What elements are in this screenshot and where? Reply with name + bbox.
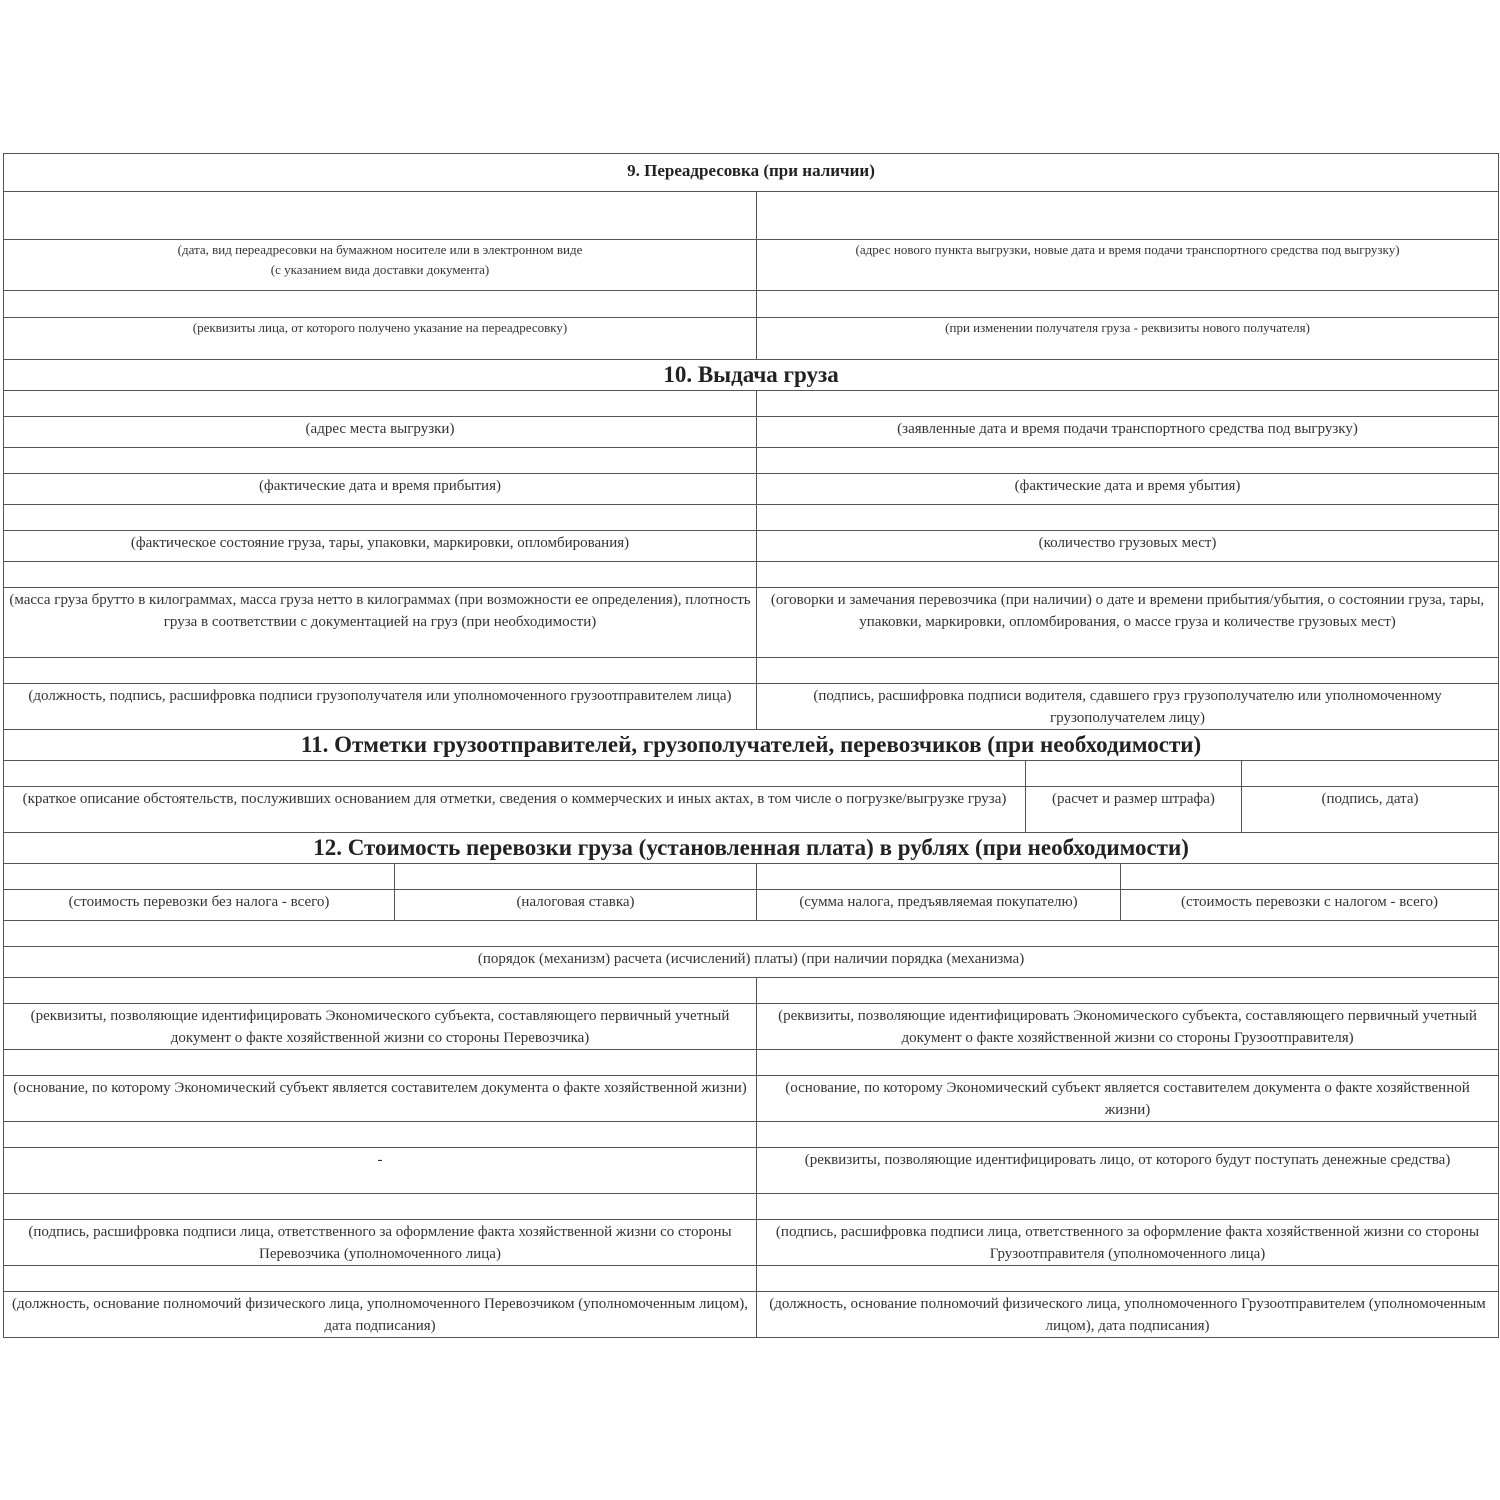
departure-time-field[interactable] [757, 448, 1499, 474]
shipper-signature-field[interactable] [757, 1194, 1499, 1220]
caption-carrier-remarks: (оговорки и замечания перевозчика (при наличии) о дате и времени прибытия/убытия, о состоянии груза, тары, упаковки, маркировки, опломбирования, о массе груза и количестве грузовых мест) [757, 588, 1499, 658]
arrival-time-field[interactable] [4, 448, 757, 474]
redirect-new-recipient-field[interactable] [757, 291, 1499, 318]
caption-cargo-mass: (масса груза брутто в килограммах, масса груза нетто в килограммах (при возможности ее определения), плотность груза в соответствии с документацией на груз (при необходимости) [4, 588, 757, 658]
redirect-requisites-field[interactable] [4, 291, 757, 318]
caption-cargo-places: (количество грузовых мест) [757, 531, 1499, 562]
caption-tax-rate: (налоговая ставка) [395, 890, 757, 921]
caption-declared-time: (заявленные дата и время подачи транспортного средства под выгрузку) [757, 417, 1499, 448]
shipper-position-field[interactable] [757, 1266, 1499, 1292]
caption-shipper-position: (должность, основание полномочий физического лица, уполномоченного Грузоотправителем (уполномоченным лицом), дата подписания) [757, 1292, 1499, 1338]
section-9-title: 9. Переадресовка (при наличии) [4, 154, 1499, 192]
caption-fine: (расчет и размер штрафа) [1026, 787, 1242, 833]
caption-redirect-new-address: (адрес нового пункта выгрузки, новые дата и время подачи транспортного средства под выгрузку) [757, 240, 1499, 291]
driver-signature-field[interactable] [757, 658, 1499, 684]
cargo-places-field[interactable] [757, 505, 1499, 531]
calc-order-field[interactable] [4, 921, 1499, 947]
caption-driver-signature: (подпись, расшифровка подписи водителя, сдавшего груз грузополучателю или уполномоченному грузополучателем лицу) [757, 684, 1499, 730]
caption-marks-sign-date: (подпись, дата) [1242, 787, 1499, 833]
caption-redirect-date: (дата, вид переадресовки на бумажном носителе или в электронном виде (с указанием вида доставки документа) [4, 240, 757, 291]
caption-departure-time: (фактические дата и время убытия) [757, 474, 1499, 505]
marks-description-field[interactable] [4, 761, 1026, 787]
section-12-title: 12. Стоимость перевозки груза (установленная плата) в рублях (при необходимости) [4, 833, 1499, 864]
carrier-basis-field[interactable] [4, 1050, 757, 1076]
waybill-form-table [3, 153, 1499, 1338]
caption-marks-description: (краткое описание обстоятельств, послуживших основанием для отметки, сведения о коммерческих и иных актах, в том числе о погрузке/выгрузке груза) [4, 787, 1026, 833]
shipper-basis-field[interactable] [757, 1050, 1499, 1076]
caption-tax-sum: (сумма налога, предъявляемая покупателю) [757, 890, 1121, 921]
redirect-new-address-field[interactable] [757, 192, 1499, 240]
unload-address-field[interactable] [4, 391, 757, 417]
caption-cargo-condition: (фактическое состояние груза, тары, упаковки, маркировки, опломбирования) [4, 531, 757, 562]
tax-rate-field[interactable] [395, 864, 757, 890]
carrier-position-field[interactable] [4, 1266, 757, 1292]
cargo-mass-field[interactable] [4, 562, 757, 588]
cost-with-tax-field[interactable] [1121, 864, 1499, 890]
section-11-title: 11. Отметки грузоотправителей, грузополучателей, перевозчиков (при необходимости) [4, 730, 1499, 761]
shipper-requisites-field[interactable] [757, 978, 1499, 1004]
caption-dash: - [4, 1148, 757, 1194]
payer-requisites-field[interactable] [757, 1122, 1499, 1148]
marks-sign-date-field[interactable] [1242, 761, 1499, 787]
tax-sum-field[interactable] [757, 864, 1121, 890]
consignee-signature-field[interactable] [4, 658, 757, 684]
cost-no-tax-field[interactable] [4, 864, 395, 890]
payer-left-field[interactable] [4, 1122, 757, 1148]
caption-redirect-new-recipient: (при изменении получателя груза - реквизиты нового получателя) [757, 318, 1499, 360]
carrier-signature-field[interactable] [4, 1194, 757, 1220]
caption-carrier-requisites: (реквизиты, позволяющие идентифицировать Экономического субъекта, составляющего первичный учетный документ о факте хозяйственной жизни со стороны Перевозчика) [4, 1004, 757, 1050]
caption-calc-order: (порядок (механизм) расчета (исчислений) платы) (при наличии порядка (механизма) [4, 947, 1499, 978]
caption-shipper-signature: (подпись, расшифровка подписи лица, ответственного за оформление факта хозяйственной жизни со стороны Грузоотправителя (уполномоченного лица) [757, 1220, 1499, 1266]
caption-cost-no-tax: (стоимость перевозки без налога - всего) [4, 890, 395, 921]
caption-unload-address: (адрес места выгрузки) [4, 417, 757, 448]
carrier-remarks-field[interactable] [757, 562, 1499, 588]
caption-shipper-basis: (основание, по которому Экономический субъект является составителем документа о факте хозяйственной жизни) [757, 1076, 1499, 1122]
declared-time-field[interactable] [757, 391, 1499, 417]
caption-redirect-requisites: (реквизиты лица, от которого получено указание на переадресовку) [4, 318, 757, 360]
caption-arrival-time: (фактические дата и время прибытия) [4, 474, 757, 505]
caption-payer-requisites: (реквизиты, позволяющие идентифицировать лицо, от которого будут поступать денежные средства) [757, 1148, 1499, 1194]
fine-field[interactable] [1026, 761, 1242, 787]
caption-cost-with-tax: (стоимость перевозки с налогом - всего) [1121, 890, 1499, 921]
caption-carrier-signature: (подпись, расшифровка подписи лица, ответственного за оформление факта хозяйственной жизни со стороны Перевозчика (уполномоченного лица) [4, 1220, 757, 1266]
section-10-title: 10. Выдача груза [4, 360, 1499, 391]
cargo-condition-field[interactable] [4, 505, 757, 531]
caption-carrier-position: (должность, основание полномочий физического лица, уполномоченного Перевозчиком (уполномоченным лицом), дата подписания) [4, 1292, 757, 1338]
caption-carrier-basis: (основание, по которому Экономический субъект является составителем документа о факте хозяйственной жизни) [4, 1076, 757, 1122]
redirect-date-field[interactable] [4, 192, 757, 240]
caption-consignee-signature: (должность, подпись, расшифровка подписи грузополучателя или уполномоченного грузоотправителем лица) [4, 684, 757, 730]
carrier-requisites-field[interactable] [4, 978, 757, 1004]
caption-shipper-requisites: (реквизиты, позволяющие идентифицировать Экономического субъекта, составляющего первичный учетный документ о факте хозяйственной жизни со стороны Грузоотправителя) [757, 1004, 1499, 1050]
